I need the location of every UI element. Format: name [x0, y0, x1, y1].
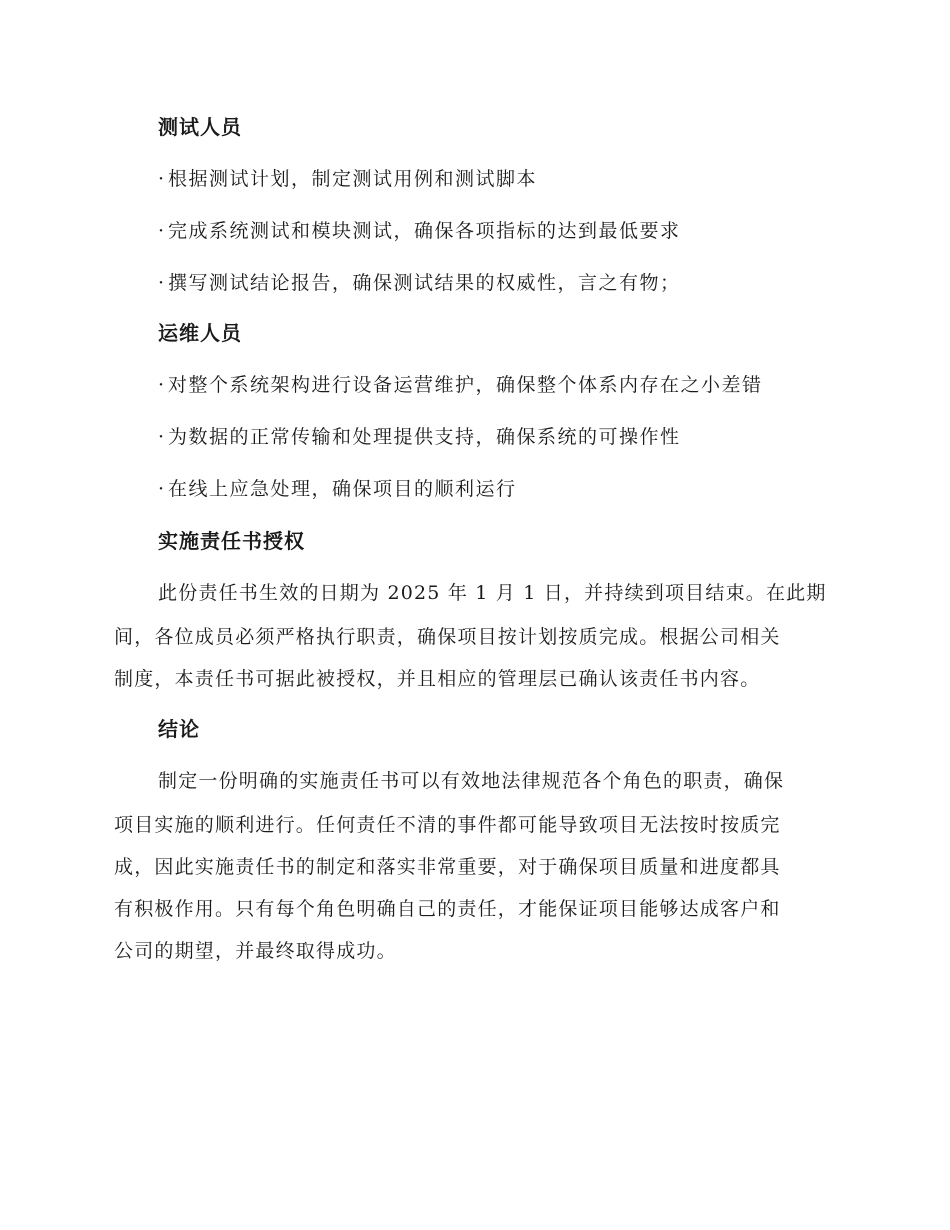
bullet-text: 撰写测试结论报告，确保测试结果的权威性，言之有物； [168, 272, 681, 294]
bullet-dot: · [158, 478, 166, 500]
bullet-dot: · [158, 220, 166, 242]
section-heading-authorization: 实施责任书授权 [158, 529, 305, 553]
paragraph-line: 项目实施的顺利进行。任何责任不清的事件都可能导致项目无法按时按质完 [114, 814, 781, 836]
bullet-dot: · [158, 426, 166, 448]
bullet-dot: · [158, 272, 166, 294]
bullet-item [158, 476, 517, 502]
paragraph-line: 制度，本责任书可据此被授权，并且相应的管理层已确认该责任书内容。 [114, 668, 761, 690]
bullet-text: 在线上应急处理，确保项目的顺利运行 [168, 478, 517, 500]
paragraph-line: 此份责任书生效的日期为 2025 年 1 月 1 日，并持续到项目结束。在此期 [158, 582, 827, 604]
paragraph-line: 有积极作用。只有每个角色明确自己的责任，才能保证项目能够达成客户和 [114, 898, 781, 920]
bullet-dot: · [158, 168, 166, 190]
section-heading-ops: 运维人员 [158, 321, 242, 345]
bullet-item [158, 166, 537, 192]
bullet-item [158, 424, 681, 450]
section-heading-conclusion: 结论 [158, 717, 200, 741]
bullet-text: 对整个系统架构进行设备运营维护，确保整个体系内存在之小差错 [168, 374, 763, 396]
bullet-item [158, 218, 681, 244]
bullet-item [158, 372, 763, 398]
bullet-text: 为数据的正常传输和处理提供支持，确保系统的可操作性 [168, 426, 681, 448]
paragraph-line: 间，各位成员必须严格执行职责，确保项目按计划按质完成。根据公司相关 [114, 626, 781, 648]
section-heading-testers: 测试人员 [158, 115, 242, 139]
bullet-text: 完成系统测试和模块测试，确保各项指标的达到最低要求 [168, 220, 681, 242]
paragraph-line: 制定一份明确的实施责任书可以有效地法律规范各个角色的职责，确保 [158, 770, 785, 792]
bullet-item [158, 270, 681, 296]
paragraph-line: 公司的期望，并最终取得成功。 [114, 940, 397, 962]
bullet-dot: · [158, 374, 166, 396]
paragraph-line: 成，因此实施责任书的制定和落实非常重要，对于确保项目质量和进度都具 [114, 856, 781, 878]
bullet-text: 根据测试计划，制定测试用例和测试脚本 [168, 168, 538, 190]
